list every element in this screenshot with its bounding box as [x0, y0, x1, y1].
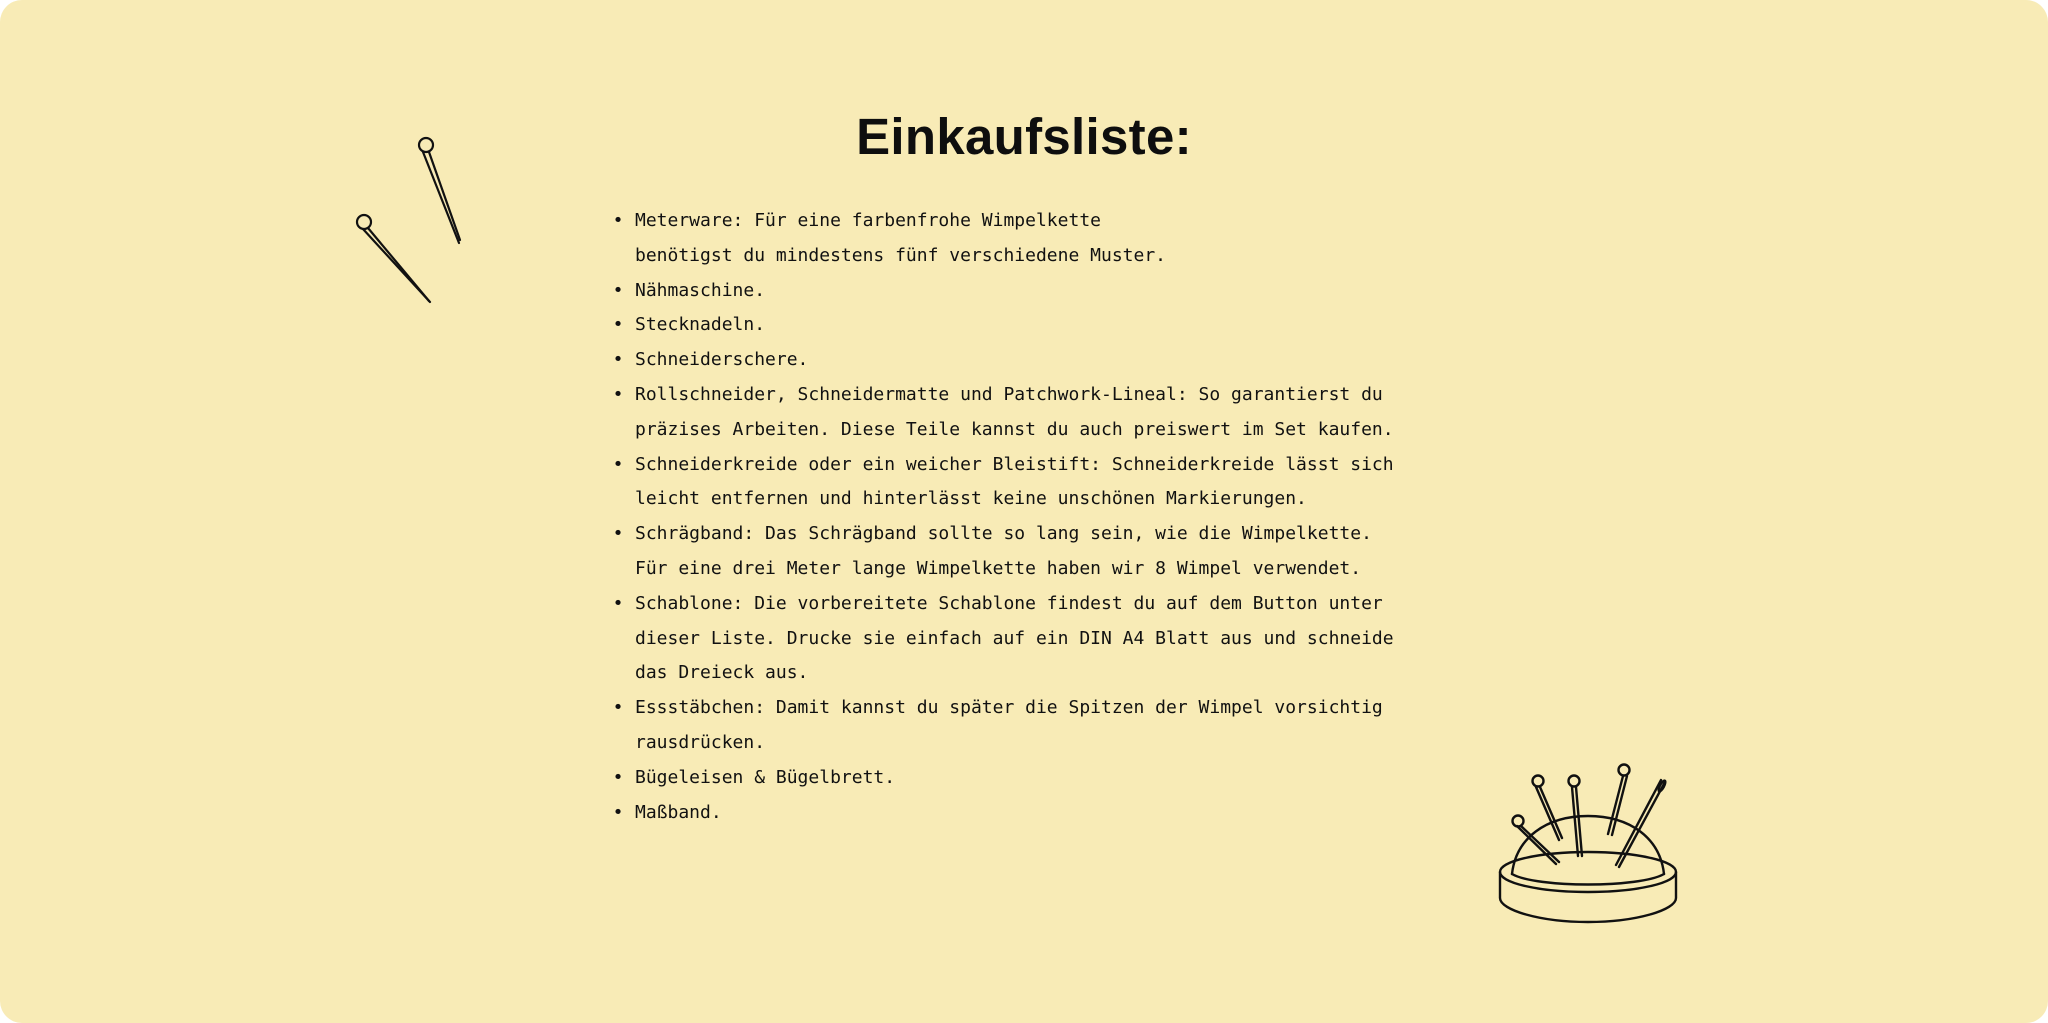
- bullet-icon: •: [612, 766, 624, 788]
- shopping-list: [611, 204, 1491, 830]
- bullet-icon: •: [612, 697, 624, 719]
- list-item-text: Meterware: Für eine farbenfrohe Wimpelkette benötigst du mindestens fünf verschiedene Muster.: [635, 210, 1167, 266]
- bullet-icon: •: [612, 349, 624, 371]
- bullet-icon: •: [612, 523, 624, 545]
- list-item-text: Rollschneider, Schneidermatte und Patchwork-Lineal: So garantierst du präzises Arbeiten. Diese Teile kannst du auch preiswert im Set kaufen.: [635, 383, 1394, 440]
- list-item: [611, 517, 1491, 587]
- list-item: [611, 761, 1491, 796]
- list-item: [611, 448, 1491, 518]
- list-item-text: Schneiderschere.: [635, 349, 809, 371]
- list-item: [611, 796, 1491, 831]
- list-item: [611, 378, 1491, 448]
- list-item-text: Maßband.: [635, 801, 722, 823]
- list-item: [611, 308, 1491, 343]
- list-item: [611, 587, 1491, 691]
- pin-cushion-icon: [1496, 758, 1686, 933]
- list-item-text: Nähmaschine.: [635, 279, 766, 301]
- bullet-icon: •: [612, 210, 624, 231]
- list-item: [611, 204, 1491, 274]
- list-item-text: Essstäbchen: Damit kannst du später die Spitzen der Wimpel vorsichtig rausdrücken.: [635, 697, 1383, 753]
- list-item-text: Bügeleisen & Bügelbrett.: [635, 766, 896, 788]
- bullet-icon: •: [612, 801, 624, 823]
- bullet-icon: •: [612, 279, 624, 301]
- bullet-icon: •: [612, 592, 624, 614]
- list-item-text: Schneiderkreide oder ein weicher Bleistift: Schneiderkreide lässt sich leicht entfernen und hinterlässt keine unschönen Markierungen.: [635, 453, 1394, 510]
- list-item: [611, 691, 1491, 761]
- bullet-icon: •: [612, 453, 624, 475]
- bullet-icon: •: [612, 383, 624, 405]
- list-item: [611, 343, 1491, 378]
- bullet-icon: •: [612, 314, 624, 336]
- list-item-text: Schablone: Die vorbereitete Schablone findest du auf dem Button unter dieser Liste. Drucke sie einfach auf ein DIN A4 Blatt aus und schneide das Dreieck aus.: [635, 592, 1394, 684]
- list-item: [611, 274, 1491, 309]
- page-title: Einkaufsliste:: [856, 108, 1192, 165]
- list-item-text: Schrägband: Das Schrägband sollte so lang sein, wie die Wimpelkette. Für eine drei Meter lange Wimpelkette haben wir 8 Wimpel verwendet.: [635, 523, 1372, 579]
- list-item-text: Stecknadeln.: [635, 314, 766, 336]
